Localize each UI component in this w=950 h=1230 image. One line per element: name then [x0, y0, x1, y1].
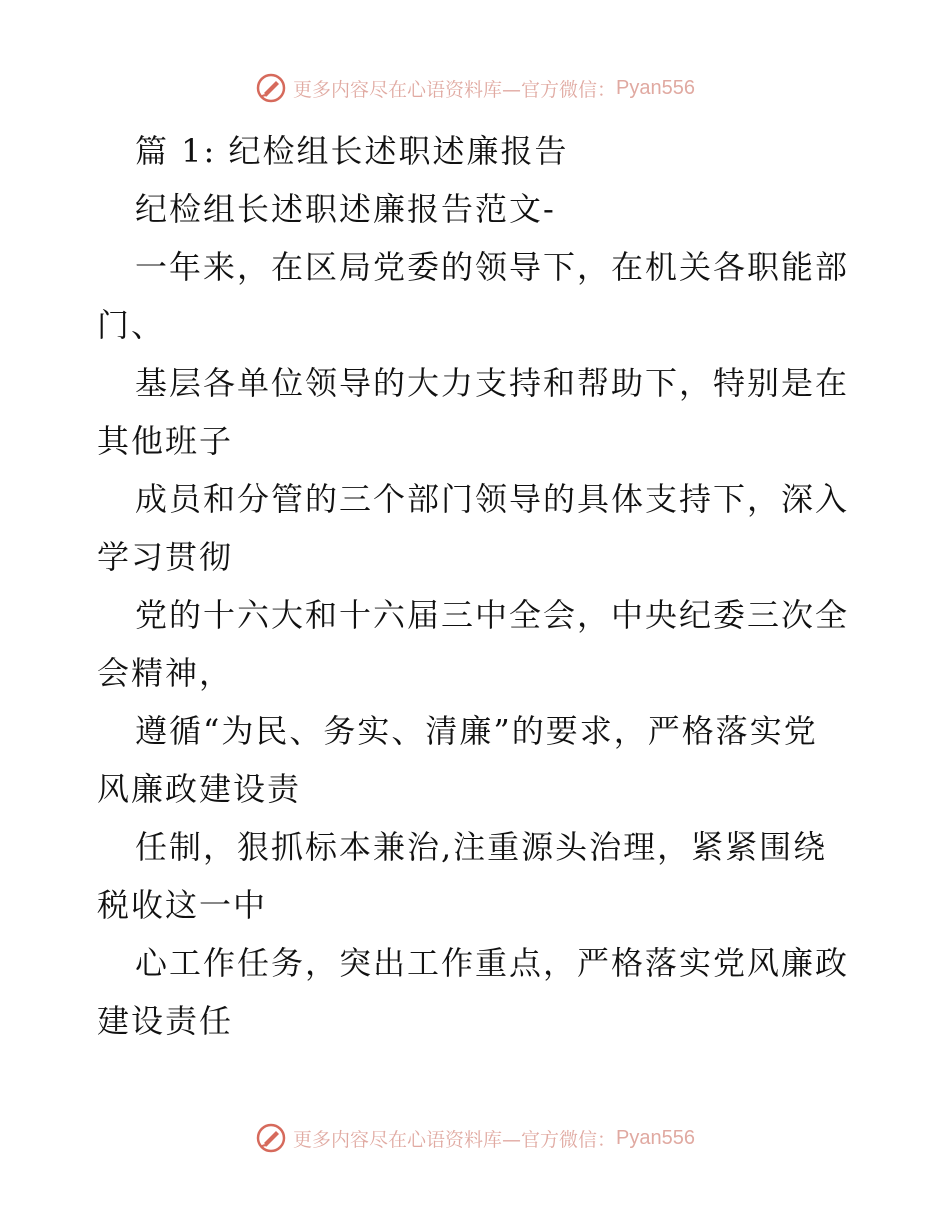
doc-line: 党的十六大和十六届三中全会，中央纪委三次全 — [135, 596, 850, 634]
doc-line: 篇 1: 纪检组长述职述廉报告 — [135, 132, 569, 170]
document-body — [97, 122, 857, 1050]
doc-line: 会精神， — [97, 654, 234, 692]
doc-line: 其他班子 — [97, 422, 234, 460]
doc-line: 学习贯彻 — [97, 538, 234, 576]
doc-line: 心工作任务，突出工作重点，严格落实党风廉政 — [135, 944, 850, 982]
doc-line: 门、 — [97, 306, 166, 344]
watermark-text: 更多内容尽在心语资料库—官方微信： — [293, 1128, 617, 1151]
header-watermark — [0, 72, 950, 104]
footer-watermark — [0, 1122, 950, 1154]
watermark-wechat-id: Pyan556 — [616, 1126, 695, 1149]
doc-line: 风廉政建设责 — [97, 770, 302, 808]
doc-line: 遵循“为民、务实、清廉”的要求，严格落实党 — [135, 712, 818, 750]
doc-line: 基层各单位领导的大力支持和帮助下，特别是在 — [135, 364, 850, 402]
watermark-text: 更多内容尽在心语资料库—官方微信： — [293, 78, 617, 101]
brand-logo-icon — [255, 1122, 287, 1154]
watermark-wechat-id: Pyan556 — [616, 76, 695, 99]
doc-line: 纪检组长述职述廉报告范文- — [135, 190, 556, 228]
brand-logo-icon — [255, 72, 287, 104]
doc-line: 建设责任 — [97, 1002, 234, 1040]
doc-line: 税收这一中 — [97, 886, 268, 924]
doc-line: 任制，狠抓标本兼治,注重源头治理，紧紧围绕 — [135, 828, 828, 866]
doc-line: 一年来，在区局党委的领导下，在机关各职能部 — [135, 248, 850, 286]
doc-line: 成员和分管的三个部门领导的具体支持下，深入 — [135, 480, 850, 518]
